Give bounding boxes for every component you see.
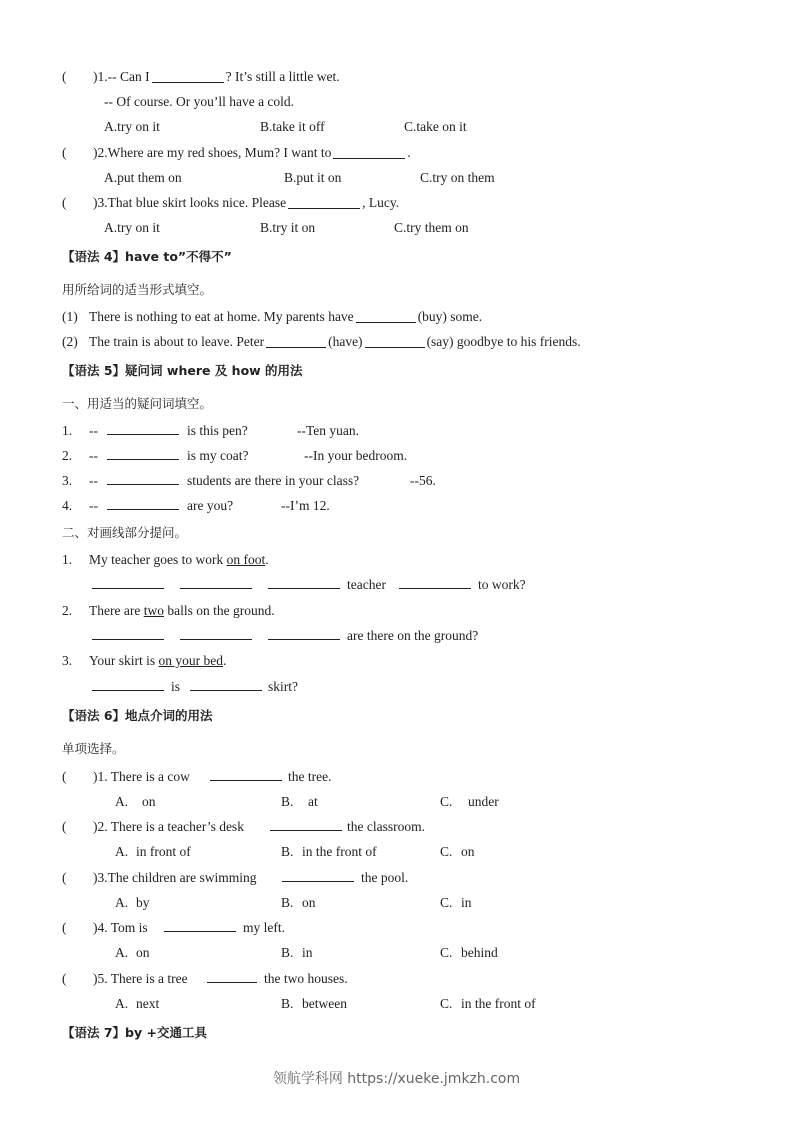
underlined-part: two <box>143 603 164 618</box>
answer-blank[interactable] <box>107 469 179 485</box>
choice-options: A. on B. in C. behind <box>115 945 498 960</box>
ask-item: 1. My teacher goes to work on foot. <box>62 552 269 567</box>
choice-options: A. by B. on C. in <box>115 895 472 910</box>
section-heading-grammar-7: 【语法 7】by +交通工具 <box>62 1025 207 1040</box>
answer-blank[interactable] <box>268 624 340 640</box>
question-1-reply: -- Of course. Or you’ll have a cold. <box>104 94 295 109</box>
underlined-part: on your bed <box>158 653 224 668</box>
question-1-options: A.try on it B.take it off C.take on it <box>104 119 467 134</box>
answer-blank[interactable] <box>356 307 416 323</box>
question-3: ( )3.That blue skirt looks nice. Please , Lucy. <box>62 195 400 210</box>
part-one-title: 一、用适当的疑问词填空。 <box>62 396 213 411</box>
choice-question: ( )2. There is a teacher’s desk the classroom. <box>0 815 793 839</box>
ask-answer-line: are there on the ground? <box>0 624 793 648</box>
choice-question: ( )5. There is a tree the two houses. <box>0 967 793 991</box>
answer-blank[interactable] <box>92 624 164 640</box>
answer-blank[interactable] <box>333 143 405 159</box>
choice-question: ( )1. There is a cow the tree. <box>0 765 793 789</box>
choice-question: ( )3.The children are swimming the pool. <box>0 866 793 890</box>
fill-item: 3. -- students are there in your class? --56. <box>0 469 793 493</box>
footer-watermark: 领航学科网 https://xueke.jmkzh.com <box>272 1071 521 1087</box>
answer-blank[interactable] <box>210 765 282 781</box>
instruction: 用所给词的适当形式填空。 <box>62 282 213 297</box>
answer-blank[interactable] <box>207 967 257 983</box>
answer-blank[interactable] <box>399 573 471 589</box>
answer-blank[interactable] <box>92 675 164 691</box>
section-heading-grammar-6: 【语法 6】地点介词的用法 <box>62 708 213 723</box>
answer-blank[interactable] <box>164 916 236 932</box>
answer-blank[interactable] <box>92 573 164 589</box>
answer-blank[interactable] <box>268 573 340 589</box>
fill-item: 4. -- are you? --I’m 12. <box>0 494 793 518</box>
section-heading-grammar-5: 【语法 5】疑问词 where 及 how 的用法 <box>62 363 303 378</box>
answer-blank[interactable] <box>270 815 342 831</box>
answer-blank[interactable] <box>152 67 224 83</box>
answer-blank[interactable] <box>365 332 425 348</box>
choice-options: A. on B. at C. under <box>115 794 499 809</box>
question-2-options: A.put them on B.put it on C.try on them <box>104 170 495 185</box>
answer-blank[interactable] <box>107 494 179 510</box>
section-heading-grammar-4: 【语法 4】have to”不得不” <box>62 249 232 264</box>
ask-item: 3. Your skirt is on your bed. <box>62 653 227 668</box>
fill-question-2: (2) The train is about to leave. Peter (have) (say) goodbye to his friends. <box>62 334 581 349</box>
answer-blank[interactable] <box>107 419 179 435</box>
fill-item: 2. -- is my coat? --In your bedroom. <box>0 444 793 468</box>
choice-question: ( )4. Tom is my left. <box>0 916 793 940</box>
answer-blank[interactable] <box>190 675 262 691</box>
ask-item: 2. There are two balls on the ground. <box>62 603 275 618</box>
ask-answer-line: is skirt? <box>0 675 793 699</box>
answer-blank[interactable] <box>288 193 360 209</box>
ask-answer-line: teacher to work? <box>0 573 793 597</box>
answer-blank[interactable] <box>282 866 354 882</box>
question-1: ( )1.-- Can I ? It’s still a little wet. <box>62 69 340 84</box>
answer-blank[interactable] <box>266 332 326 348</box>
fill-item: 1. -- is this pen? --Ten yuan. <box>0 419 793 443</box>
question-3-options: A.try on it B.try it on C.try them on <box>104 220 469 235</box>
fill-question-1: (1) There is nothing to eat at home. My parents have (buy) some. <box>62 309 483 324</box>
answer-blank[interactable] <box>107 444 179 460</box>
answer-blank[interactable] <box>180 573 252 589</box>
underlined-part: on foot <box>226 552 266 567</box>
choice-options: A. next B. between C. in the front of <box>115 996 536 1011</box>
part-two-title: 二、对画线部分提问。 <box>62 525 188 540</box>
answer-blank[interactable] <box>180 624 252 640</box>
instruction: 单项选择。 <box>62 741 125 756</box>
question-2: ( )2.Where are my red shoes, Mum? I want to . <box>62 145 411 160</box>
choice-options: A. in front of B. in the front of C. on <box>115 844 475 859</box>
